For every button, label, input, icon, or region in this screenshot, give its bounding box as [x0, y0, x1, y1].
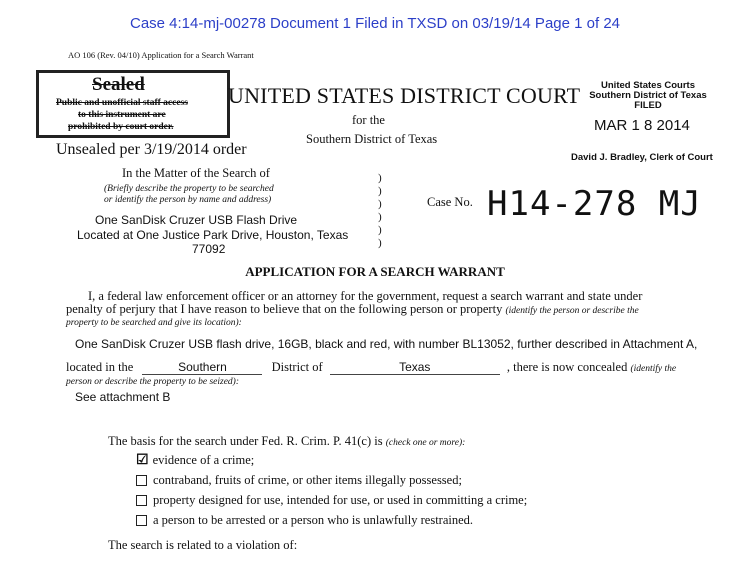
matter-instruction-1: (Briefly describe the property to be searched — [104, 184, 274, 194]
sealed-stamp-line-1: Public and unofficial staff access — [56, 98, 188, 108]
bracket-paren: ) — [378, 211, 382, 223]
bracket-paren: ) — [378, 172, 382, 184]
court-district: Southern District of Texas — [306, 132, 438, 146]
property-description: One SanDisk Cruzer USB flash drive, 16GB, black and red, with number BL13052, further described in Attachment A, — [75, 337, 698, 351]
intro-line-2-text: penalty of perjury that I have reason to believe that on the following person or property — [66, 302, 503, 316]
bracket-paren: ) — [378, 224, 382, 236]
see-attachment-b: See attachment B — [75, 390, 171, 404]
sealed-stamp-line-3: prohibited by court order. — [68, 122, 174, 132]
checkbox-icon[interactable] — [136, 475, 147, 486]
checked-box-icon[interactable]: ☑ — [136, 453, 149, 468]
filed-stamp-clerk: David J. Bradley, Clerk of Court — [571, 152, 713, 163]
matter-heading: In the Matter of the Search of — [122, 166, 270, 180]
court-title: UNITED STATES DISTRICT COURT — [228, 83, 581, 108]
basis-option-evidence — [136, 452, 254, 469]
checkbox-icon[interactable] — [136, 515, 147, 526]
intro-line-1: I, a federal law enforcement officer or an attorney for the government, request a search warrant and state under — [88, 289, 643, 303]
intro-line-2-italic: (identify the person or describe the — [505, 306, 639, 316]
intro-line-3-italic: property to be searched and give its location): — [66, 318, 242, 328]
basis-option-label: contraband, fruits of crime, or other items illegally possessed; — [153, 473, 462, 487]
basis-option-property — [136, 493, 527, 508]
location-line — [66, 360, 676, 375]
basis-heading-text: The basis for the search under Fed. R. Crim. P. 41(c) is — [108, 434, 383, 448]
basis-option-person — [136, 513, 473, 528]
location-state-field: Texas — [330, 360, 500, 375]
form-identifier: AO 106 (Rev. 04/10) Application for a Search Warrant — [68, 50, 254, 60]
case-number-label: Case No. — [427, 195, 473, 209]
case-number-value: H14-278 MJ — [487, 184, 702, 224]
property-line-2: Located at One Justice Park Drive, Houston, Texas — [77, 228, 349, 242]
filed-stamp-line-2: Southern District of Texas — [589, 90, 707, 101]
filed-stamp-line-3: FILED — [634, 100, 662, 111]
location-suffix-italic: (identify the — [630, 364, 677, 374]
basis-option-contraband — [136, 473, 462, 488]
property-line-3: 77092 — [192, 242, 226, 256]
location-suffix: , there is now concealed — [506, 360, 628, 374]
intro-line-2 — [66, 302, 639, 317]
basis-option-label: evidence of a crime; — [152, 453, 255, 467]
checkbox-icon[interactable] — [136, 495, 147, 506]
matter-instruction-2: or identify the person by name and address) — [104, 195, 272, 205]
location-line-2-italic: person or describe the property to be seized): — [66, 377, 239, 387]
basis-heading — [108, 434, 465, 449]
filed-stamp-date: MAR 1 8 2014 — [594, 117, 690, 134]
basis-heading-italic: (check one or more): — [385, 438, 466, 448]
location-middle: District of — [271, 360, 323, 374]
bracket-paren: ) — [378, 198, 382, 210]
unsealed-note: Unsealed per 3/19/2014 order — [56, 141, 247, 158]
location-prefix: located in the — [66, 360, 134, 374]
filed-stamp-line-1: United States Courts — [601, 80, 695, 91]
case-header-banner: Case 4:14-mj-00278 Document 1 Filed in TXSD on 03/19/14 Page 1 of 24 — [129, 15, 621, 32]
application-title: APPLICATION FOR A SEARCH WARRANT — [245, 264, 505, 279]
location-district-field: Southern — [142, 360, 262, 375]
basis-option-label: property designed for use, intended for use, or used in committing a crime; — [153, 493, 528, 507]
sealed-stamp-line-2: to this instrument are — [78, 110, 166, 120]
bracket-paren: ) — [378, 185, 382, 197]
bracket-paren: ) — [378, 237, 382, 249]
court-for-the: for the — [352, 113, 385, 127]
sealed-stamp-word: Sealed — [92, 74, 145, 95]
violation-heading: The search is related to a violation of: — [108, 538, 298, 552]
property-line-1: One SanDisk Cruzer USB Flash Drive — [95, 213, 298, 227]
basis-option-label: a person to be arrested or a person who is unlawfully restrained. — [153, 513, 474, 527]
